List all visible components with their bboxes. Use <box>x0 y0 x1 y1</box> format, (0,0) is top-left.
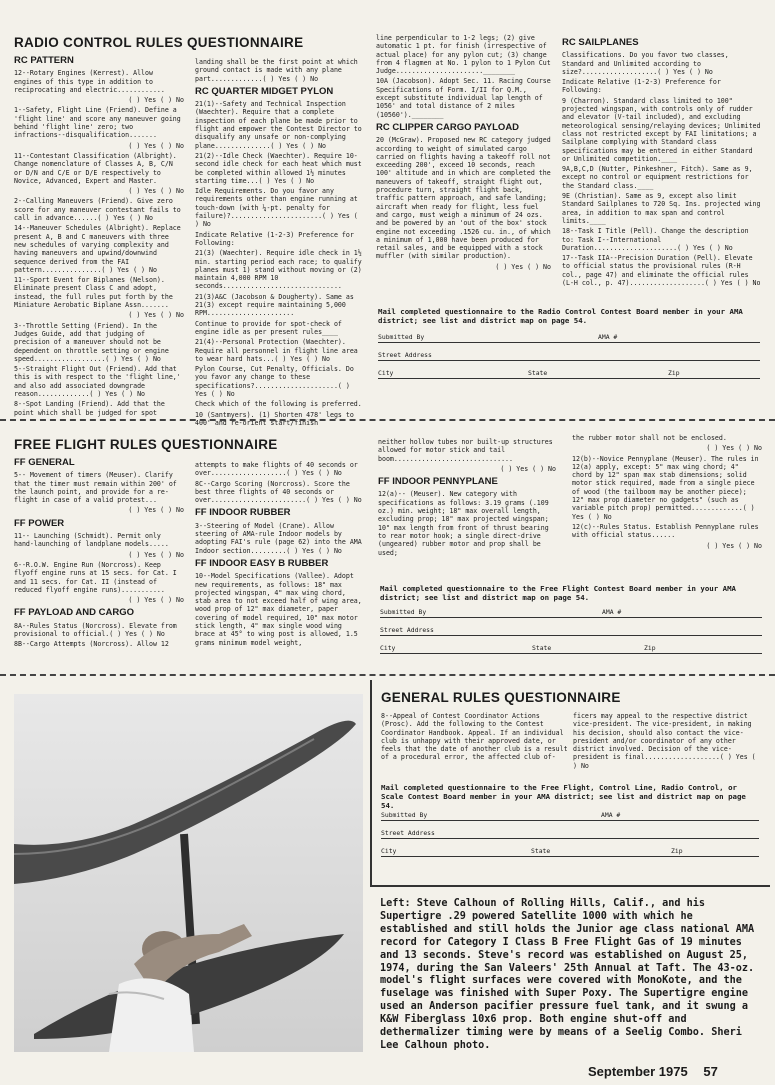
ff-mail-instructions: Mail completed questionnaire to the Free Flight Contest Board member in your AMA district; see list and district map on page 54. <box>380 584 736 603</box>
rule-item: 8C--Cargo Scoring (Norcross). Score the best three flights of 40 seconds or over........................( ) Yes ( ) No <box>195 479 362 505</box>
rule-item: Continue to provide for spot-check of engine idle as per present rules____ <box>195 319 342 336</box>
general-column-2 <box>573 712 763 772</box>
rule-item: 3--Throttle Setting (Friend). In the Judges Guide, add that judging of precision of a maneuver should not be dependent on throttle setting or engine speed..................( ) Yes ( ) No <box>14 321 169 363</box>
state-label: State <box>532 644 554 652</box>
subsection-heading: RC QUARTER MIDGET PYLON <box>195 85 334 97</box>
model-airplane-photo <box>14 694 363 1052</box>
ama-number-label: AMA # <box>602 608 624 616</box>
submitted-by-label: Submitted By <box>380 608 429 616</box>
yes-no-choice: ( ) Yes ( ) No <box>128 187 184 196</box>
rule-item: 2--Calling Maneuvers (Friend). Give zero score for any maneuver contestant fails to call in advance......( ) Yes ( ) No <box>14 197 181 223</box>
yes-no-choice: ( ) Yes ( ) No <box>128 596 184 605</box>
rc-submission-form <box>378 332 760 392</box>
rule-item: Check which of the following is preferred. <box>195 400 362 409</box>
rule-item: 11--Contestant Classification (Albright). Change nomenclature of Classes A, B, C/N or D/N and C/E or D/E respectively to Novice, Advanced, Expert and Master. <box>14 151 177 185</box>
subsection-heading: FF INDOOR EASY B RUBBER <box>195 557 329 569</box>
page-number: 57 <box>703 1064 718 1079</box>
street-address-label: Street Address <box>378 351 435 359</box>
rule-item: 21(3) (Waechter). Require idle check in 1½ min. starting period each race; to qualify planes must 1) stand without moving or (2) maintain 4,000 RPM 10 seconds.............................. <box>195 249 362 291</box>
rule-item: Classifications. Do you favor two classes, Standard and Unlimited according to size?...................( ) Yes ( ) No <box>562 51 729 76</box>
rule-item: 14--Maneuver Schedules (Albright). Replace present A, B and C maneuvers with three new schedules of varying complexity and having maneuvers and upwind/downwind sequence derived from the FAI pattern...............( ) Yes ( ) No <box>14 224 181 274</box>
rule-item: 5--Straight Flight Out (Friend). Add that this is with respect to the 'flight line,' and also add associated downgrade reason.............( ) Yes ( ) No <box>14 365 181 398</box>
rule-item: 17--Task IIA--Precision Duration (Pell). Elevate to official status the provisional rules (R-H col., page 47) and eliminate the official rules (L-H col., p. 47)...................( ) Yes ( ) No <box>562 254 761 288</box>
rc-mail-instructions: Mail completed questionnaire to the Radio Control Contest Board member in your AMA district; see list and district map on page 54. <box>378 307 743 326</box>
rule-item: the rubber motor shall not be enclosed. <box>572 434 727 442</box>
rule-item: 8A--Rules Status (Norcross). Elevate from provisional to official.( ) Yes ( ) No <box>14 621 177 639</box>
rule-item: neither hollow tubes nor built-up structures allowed for motor stick and tail boom.............................. <box>378 438 553 463</box>
general-section-title: GENERAL RULES QUESTIONNAIRE <box>381 690 621 705</box>
rule-item: 10 (Santmyers). (1) Shorten 478' legs to 400' and re-orient start/finish <box>195 410 354 427</box>
rule-item: 11-- Launching (Schmidt). Permit only hand-launching of landplane models..... <box>14 532 169 549</box>
ff-column-2 <box>195 461 365 649</box>
ff-column-1 <box>14 454 184 651</box>
rule-item: 1--Safety, Flight Line (Friend). Define a 'flight line' and score any maneuver going behind 'flight line' zero; two infractions--disqualification....... <box>14 106 181 140</box>
rule-item: Idle Requirements. Do you favor any requirements other than engine running at touch-down (with ¼-pt. penalty for failure)?.......................( ) Yes ( ) No <box>195 187 358 229</box>
cut-line-1 <box>0 419 775 421</box>
city-label: City <box>378 369 396 377</box>
rule-item: 9 (Charron). Standard class limited to 100" projected wingspan, with controls only of rudder and elevator (V-tail included), and excluding meteorological sensing/relaying devices; Unlimited class not restricted except by FAI limitations; a Sailplane complying with Standard class specifications may be entered in either Standard or Unlimited competition.____ <box>562 96 761 163</box>
subsection-heading: FF POWER <box>14 517 65 529</box>
rc-section-title: RADIO CONTROL RULES QUESTIONNAIRE <box>14 35 304 50</box>
subsection-heading: FF INDOOR RUBBER <box>195 507 291 519</box>
rc-column-2 <box>195 58 365 429</box>
rule-item: 12(a)-- (Meuser). New category with specifications as follows: 3.19 grams (.109 oz.) min. weight; 18" max overall length, excluding prop; 18" max projected wingspan; 10" max length from front of thrust bearing to rear motor hook; a single direct-drive (ungeared) rubber motor and prop shall be used; <box>378 490 549 557</box>
rule-item: 12(b)--Novice Pennyplane (Meuser). The rules in 12(a) apply, except: 5" max wing chord; 4" chord by 12" span max stab dimensions; solid motor stick required, made from a single piece of wood (the tailboom may be another piece); 12" max prop diameter no gadgets" (such as variable pitch prop) permitted.............( ) Yes ( ) No <box>572 454 759 521</box>
rule-item: 12(c)--Rules Status. Establish Pennyplane rules with official status...... <box>572 522 759 540</box>
yes-no-choice: ( ) Yes ( ) No <box>706 541 762 550</box>
general-item-appeal-continued: ficers may appeal to the respective district vice-president. The vice-president, in making his decision, should also contact the vice-president and/or coordinator of any other district involved. Decision of the vice-president is final...................( ) Yes ( ) No <box>573 712 756 770</box>
photo-illustration <box>14 694 363 1052</box>
yes-no-choice: ( ) Yes ( ) No <box>128 550 184 559</box>
rule-item: Indicate Relative (1-2-3) Preference for Following: <box>562 78 721 95</box>
rule-item: 10--Model Specifications (Vallee). Adopt new requirements, as follows: 18" max projected wingspan, 4" max wing chord, stab area to not exceed half of wing area, wood prop of 12" max diameter, paper covering of model required, 10" max motor stick length, 4" max single wood wing brace at 45° to wing post is allowed, 1.5 grams minimum model weight, <box>195 572 362 647</box>
subsection-heading: RC CLIPPER CARGO PAYLOAD <box>376 121 520 133</box>
general-mail-instructions: Mail completed questionnaire to the Free Flight, Control Line, Radio Control, or Scale Contest Board member in your AMA district; see list and district map on page 54. <box>381 783 746 811</box>
yes-no-choice: ( ) Yes ( ) No <box>128 141 184 150</box>
rule-item: 12--Rotary Engines (Kerrest). Allow engines of this type in addition to reciprocating and electric............ <box>14 69 165 94</box>
rule-item: landing shall be the first point at which ground contact is made with any plane part.............( ) Yes ( ) No <box>195 58 358 83</box>
zip-label: Zip <box>668 369 683 377</box>
ff-submission-form <box>380 607 762 667</box>
general-item-appeal: 8--Appeal of Contest Coordinator Actions (Prosc). Add the following to the Contest Coordinator Handbook. Appeal. If an individual club is unhappy with their approved date, or feels that the date of another club is a result of a procedural error, the affected club of- <box>381 712 568 762</box>
ama-number-label: AMA # <box>601 811 623 819</box>
rule-item: 21(4)--Personal Protection (Waechter). Require all personnel in flight line area to wear hard hats...( ) Yes ( ) No <box>195 338 358 363</box>
rule-item: 9A,B,C,D (Nutter, Pinkeshner, Fitch). Same as 9, except no control or equipment restrictions for the Standard class.____ <box>562 165 753 190</box>
rc-column-3 <box>376 34 551 273</box>
yes-no-choice: ( ) Yes ( ) No <box>500 464 556 473</box>
rule-item: 21(2)--Idle Check (Waechter). Require 10-second idle check for each heat which must be completed within allowed 1½ minutes starting time...( ) Yes ( ) No <box>195 151 362 185</box>
rule-item: 6--R.O.W. Engine Run (Norcross). Keep flyoff engine runs at 15 secs. for Cat. I and 11 secs. for Cat. II (instead of reduced flyoff engine runs)........... <box>14 560 177 594</box>
subsection-heading: FF PAYLOAD AND CARGO <box>14 607 134 619</box>
subsection-heading: FF GENERAL <box>14 457 75 468</box>
ff-column-3 <box>378 438 556 559</box>
state-label: State <box>531 847 553 855</box>
rule-item: 18--Task I Title (Pell). Change the description to: Task I--International Duration.....................( ) Yes ( ) No <box>562 227 749 252</box>
rule-item: 10A (Jacobson). Adopt Sec. 11. Racing Course Specifications of Form. I/II for Q.M., except substitute individual lap length of 1056' and total distance of 2 miles (10560').________ <box>376 77 551 119</box>
rule-item: attempts to make flights of 40 seconds or over...................( ) Yes ( ) No <box>195 461 358 478</box>
zip-label: Zip <box>671 847 686 855</box>
rule-item: 21(3)A&C (Jacobson & Dougherty). Same as 21(3) except require maintaining 5,000 RPM...................... <box>195 292 354 318</box>
yes-no-choice: ( ) Yes ( ) No <box>706 444 762 453</box>
city-label: City <box>380 644 398 652</box>
issue-date: September 1975 <box>588 1064 688 1079</box>
submitted-by-label: Submitted By <box>378 333 427 341</box>
street-address-label: Street Address <box>381 829 438 837</box>
yes-no-choice: ( ) Yes ( ) No <box>128 311 184 320</box>
yes-no-choice: ( ) Yes ( ) No <box>128 506 184 515</box>
state-label: State <box>528 369 550 377</box>
rule-item: Indicate Relative (1-2-3) Preference for Following: <box>195 230 354 247</box>
street-address-label: Street Address <box>380 626 437 634</box>
rule-item: 5-- Movement of timers (Meuser). Clarify that the timer must remain within 200' of the launch point, and provide for a re-flight in case of a valid protest... <box>14 471 177 505</box>
rule-item: 20 (McGraw). Proposed new RC category judged according to weight of simulated cargo carried on flights having a takeoff roll not exceeding 200', exceed 10 seconds, reach 100' altitude and in which are completed the maneuvers of takeoff, straight flight out, procedure turn, straight flight back, traffic pattern approach, and safe landing; aircraft when ready for flight, less fuel and cargo, must weigh a minimum of 24 ozs. and be powered by an 'out of the box' stock engine not exceeding .1526 cu. in., of which a minimum of 1,000 have been produced for retail sales, and be equipped with a stock muffler (with similar production). <box>376 136 551 261</box>
rc-column-4 <box>562 34 762 289</box>
rule-item: 9E (Christian). Same as 9, except also limit Standard Sailplanes to 720 Sq. Ins. projected wing area, in addition to max span and control limits.____ <box>562 192 761 225</box>
zip-label: Zip <box>644 644 659 652</box>
ff-column-4 <box>572 434 762 552</box>
page-footer <box>588 1064 718 1079</box>
rule-item: 8--Spot Landing (Friend). Add that the point which shall be judged for spot <box>14 400 165 417</box>
rule-item: Pylon Course, Cut Penalty, Officials. Do you favor any change to these specifications?.....................( ) Yes ( ) No <box>195 365 354 398</box>
city-label: City <box>381 847 399 855</box>
rule-item: 21(1)--Safety and Technical Inspection (Waechter). Require that a complete inspection of each plane be made prior to flight and empower the Contest Director to disqualify any unsafe or non-complying plane..............( ) Yes ( ) No <box>195 100 362 150</box>
rule-item: 3--Steering of Model (Crane). Allow steering of AMA-rule Indoor models by adopting FAI's rule (page 62) into the AMA Indoor section.........( ) Yes ( ) No <box>195 521 362 555</box>
rule-item: 8B--Cargo Attempts (Norcross). Allow 12 <box>14 640 169 649</box>
rule-item: line perpendicular to 1-2 legs; (2) give automatic 1 pt. for finish (irrespective of actual place) for any pylon cut; (3) change from 4 flagmen at No. 1 pylon to 1 Pylon Cut Judge......................________ <box>376 34 551 76</box>
submitted-by-label: Submitted By <box>381 811 430 819</box>
subsection-heading: FF INDOOR PENNYPLANE <box>378 476 498 488</box>
photo-caption: Left: Steve Calhoun of Rolling Hills, Calif., and his Supertigre .29 powered Satellite 1000 with which he established and still holds the Junior age class national AMA record for Category I Class B Free Flight Gas of 19 minutes and 13 seconds. Steve's record was established on August 25, 1974, during the San Valeers' 25th Annual at Taft. The 43-oz. model's flight surfaces were covered with MonoKote, and the fuselage was finished with Super Poxy. The Supertigre engine used an Anderson pacifier pressure fuel tank, and it swung a K&W Fiberglass 10x6 prop. Both engine shut-off and dethermalizer timing were by means of a Seelig Combo. Sheri Lee Calhoun photo. <box>380 898 755 1051</box>
yes-no-choice: ( ) Yes ( ) No <box>128 96 184 105</box>
general-submission-form <box>381 810 759 870</box>
rule-item: 11--Sport Event for Biplanes (Nelson). Eliminate present Class C and adopt, instead, the full rules put forth by the Miniature Aerobatic Biplane Assn....... <box>14 276 173 310</box>
subsection-heading: RC PATTERN <box>14 55 74 66</box>
general-column-1 <box>381 712 569 764</box>
ff-section-title: FREE FLIGHT RULES QUESTIONNAIRE <box>14 437 278 452</box>
yes-no-choice: ( ) Yes ( ) No <box>495 262 551 271</box>
rc-column-1 <box>14 52 184 419</box>
ama-number-label: AMA # <box>598 333 620 341</box>
subsection-heading: RC SAILPLANES <box>562 37 639 48</box>
cut-line-2 <box>0 674 775 676</box>
